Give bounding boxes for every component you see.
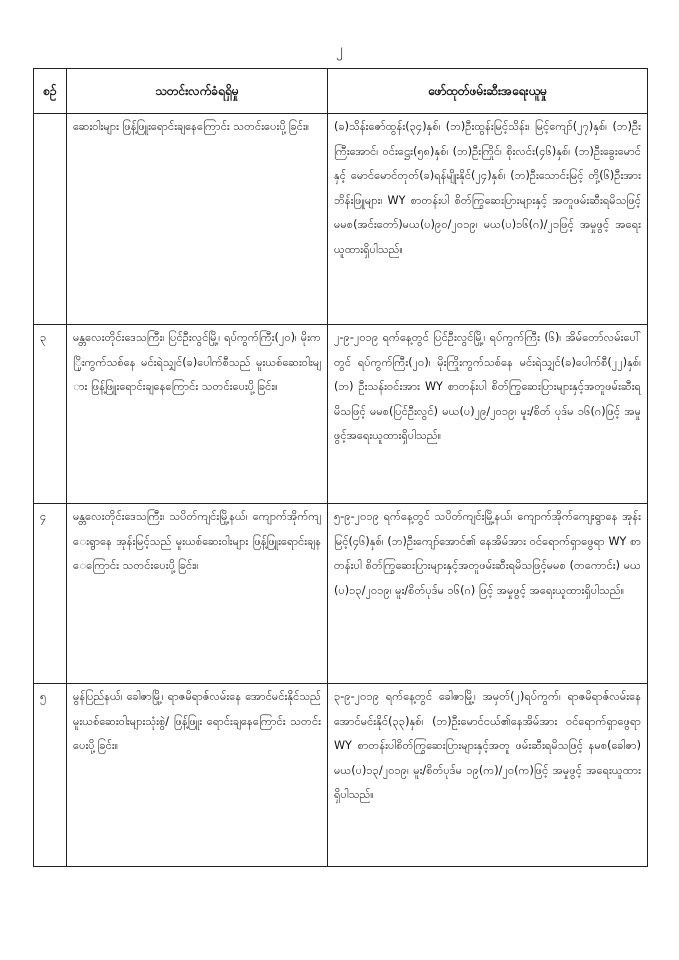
header-information-received: သတင်းလက်ခံရရှိမှု bbox=[67, 69, 328, 114]
row-action-taken: ၂-၉-၂၀၁၉ ရက်နေ့တွင် ပြင်ဦးလွင်မြို့၊ ရပ်ကွက်ကြီး (၆)၊ အိမ်တော်လမ်းပေါ်တွင် ရပ်ကွက်ကြီး(၂၀)၊ မိုးကြိုးကွက်သစ်နေ မင်းရဲသျှင်(ခ)ပေါက်စီ(၂၂)နှစ်၊(ဘ) ဦးသန်းဝင်းအား WY စာတန်းပါ စိတ်ကြွဆေးပြားများနှင့်အတူဖမ်းဆီးရမိသဖြင့် မမစ(ပြင်ဦးလွင်) မယ(ပ)၂၉/၂၀၁၉၊ မူး/စိတ် ပုဒ်မ ၁၆(ဂ)ဖြင့် အမှုဖွင့်အရေးယူထားရှိပါသည်။ bbox=[328, 325, 648, 504]
row-serial-no: ၄ bbox=[34, 504, 67, 684]
table-row bbox=[34, 114, 648, 325]
row-action-taken: (ခ)သိန်းဇော်ထွန်း(၃၄)နှစ်၊ (ဘ)ဦးထွန်းမြင့်သိန်း၊ မြင့်ကျော်(၂၇)နှစ်၊ (ဘ)ဦးကြီးအောင်၊ ဝင်းဋ္ဌေး(၅၈)နှစ်၊ (ဘ)ဦးကြိုင်၊ စိုးလင်း(၄၆)နှစ်၊ (ဘ)ဦးခွေးမောင်နှင့် မောင်မောင်တုတ်(ခ)ရန်မျိုးနိုင်(၂၄)နှစ်၊ (ဘ)ဦးသောင်းမြင့် တို့(၆)ဦးအား ဘိန်းဖြူများ၊ WY စာတန်းပါ စိတ်ကြွဆေးပြားများနှင့် အတူဖမ်းဆီးရမိသဖြင့် မမစ(အင်းတော်)မယ(ပ)၉၀/၂၀၁၉၊ မယ(ပ)၁၆(ဂ)/၂၁ဖြင့် အမှုဖွင့် အရေးယူထားရှိပါသည်။ bbox=[328, 114, 648, 325]
header-serial-no: စဉ် bbox=[34, 69, 67, 114]
row-information-received: မန္တလေးတိုင်းဒေသကြီး၊ ပြင်ဦးလွင်မြို့၊ ရပ်ကွက်ကြီး(၂၀)၊ မိုးကြိုးကွက်သစ်နေ မင်းရဲသျှင်(ခ)ပေါက်စီသည် မူးယစ်ဆေးဝါးများ ဖြန့်ဖြူးရောင်းချနေကြောင်း သတင်းပေးပို့ခြင်း။ bbox=[67, 325, 328, 504]
row-information-received: မန္တလေးတိုင်းဒေသကြီး၊ သပိတ်ကျင်းမြို့နယ်၊ ကျောက်အိုက်ကျေးရွာနေ အုန်းမြင့်သည် မူးယစ်ဆေးဝါးများ ဖြန့်ဖြူးရောင်းချနေကြောင်း သတင်းပေးပို့ခြင်း။ bbox=[67, 504, 328, 684]
row-serial-no bbox=[34, 114, 67, 325]
row-serial-no: ၃ bbox=[34, 325, 67, 504]
row-serial-no: ၅ bbox=[34, 684, 67, 867]
row-action-taken: ၅-၉-၂၀၁၉ ရက်နေ့တွင် သပိတ်ကျင်းမြို့နယ်၊ ကျောက်အိုက်ကျေးရွာနေ အုန်းမြင့်(၄၆)နှစ်၊ (ဘ)ဦးကျော်အောင်၏ နေအိမ်အား ဝင်ရောက်ရှာဖွေရာ WY စာတန်းပါ စိတ်ကြွဆေးပြားများနှင့်အတူဖမ်းဆီးရမိသဖြင့်မမစ (တကောင်း) မယ(ပ)၁၃/၂၀၁၉၊ မူး/စိတ်ပုဒ်မ ၁၆(ဂ) ဖြင့် အမှုဖွင့် အရေးယူထားရှိပါသည်။ bbox=[328, 504, 648, 684]
table-row bbox=[34, 684, 648, 867]
table-row bbox=[34, 504, 648, 684]
page-number: ၂ bbox=[336, 42, 343, 58]
row-action-taken: ၃-၉-၂၀၁၉ ရက်နေ့တွင် ခေါဇာမြို့၊ အမှတ်(၂)ရပ်ကွက်၊ ရာဇမိရာဇ်လမ်းနေ အောင်မင်းနိုင်(၃၃)နှစ်၊ (ဘ)ဦးမောင်ငယ်၏နေအိမ်အား ဝင်ရောက်ရှာဖွေရာ WY စာတန်းပါစိတ်ကြွဆေးပြားများနှင့်အတူ ဖမ်းဆီးရမိသဖြင့် နမစ(ခေါဇာ) မယ(ပ)၁၃/၂၀၁၉၊ မူး/စိတ်ပုဒ်မ ၁၉(က)/၂၀(က)ဖြင့် အမှုဖွင့် အရေးယူထားရှိပါသည်။ bbox=[328, 684, 648, 867]
table-header-row bbox=[34, 69, 648, 114]
records-table bbox=[33, 68, 648, 867]
table-row bbox=[34, 325, 648, 504]
header-action-taken: ဖော်ထုတ်ဖမ်းဆီးအရေးယူမှု bbox=[328, 69, 648, 114]
row-information-received: မွန်ပြည်နယ်၊ ခေါဇာမြို့၊ ရာဇမိရာဇ်လမ်းနေ အောင်မင်းနိုင်သည် မူးယစ်ဆေးဝါးများသုံးစွဲ/ ဖြန့်ဖြူး ရောင်းချနေကြောင်း သတင်းပေးပို့ခြင်း။ bbox=[67, 684, 328, 867]
row-information-received: ဆေးဝါးများ ဖြန့်ဖြူးရောင်းချနေကြောင်း သတင်းပေးပို့ခြင်း။ bbox=[67, 114, 328, 325]
